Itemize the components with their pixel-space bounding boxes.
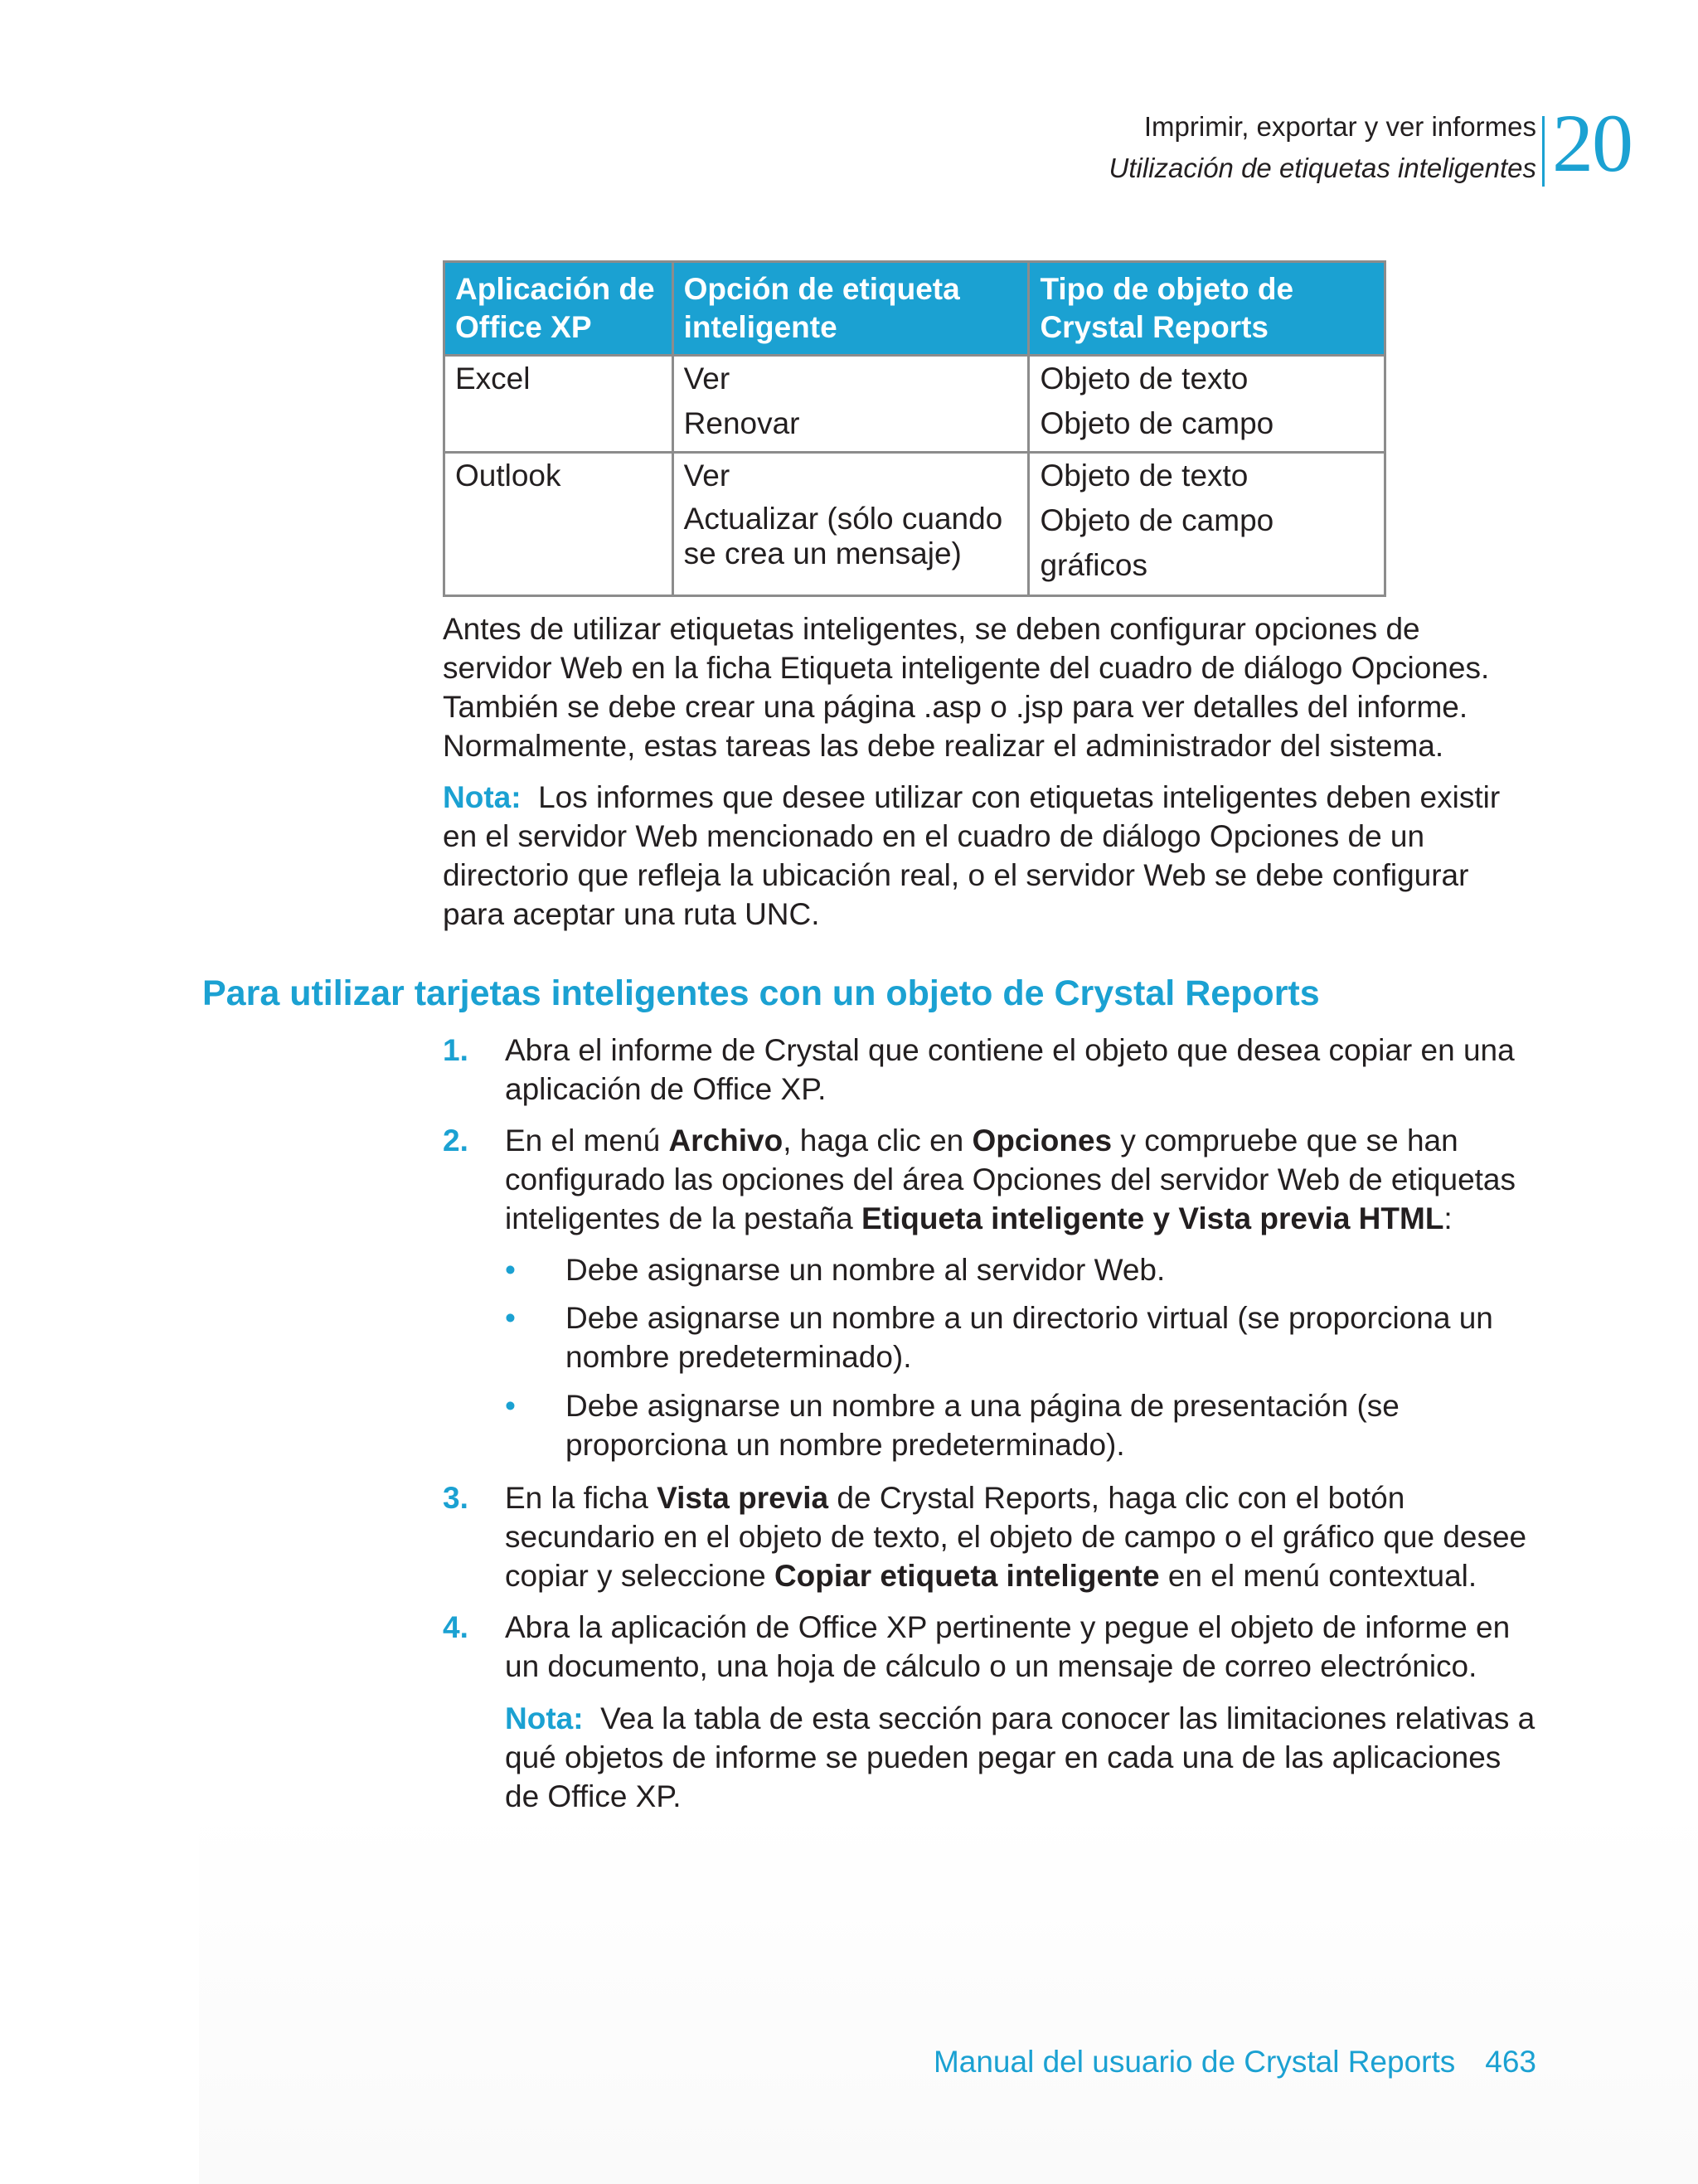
cell-text: gráficos <box>1040 548 1147 582</box>
table-cell-options <box>672 453 1029 596</box>
table-cell-object-types <box>1029 453 1385 596</box>
table-row <box>444 453 1385 596</box>
page-background <box>199 1808 1698 2184</box>
table-cell-options <box>672 356 1029 453</box>
bullet-item <box>505 1250 1537 1289</box>
column-header-object-type: Tipo de objeto de Crystal Reports <box>1029 262 1385 356</box>
note-label: Nota: <box>443 780 522 814</box>
manual-title: Manual del usuario de Crystal Reports <box>933 2045 1456 2079</box>
table-header-row <box>444 262 1385 356</box>
column-header-option: Opción de etiqueta inteligente <box>672 262 1029 356</box>
bullet-text: Debe asignarse un nombre a una página de presentación (se proporciona un nombre predeterminado). <box>565 1389 1400 1462</box>
intro-paragraph: Antes de utilizar etiquetas inteligentes, se deben configurar opciones de servidor Web en la ficha Etiqueta inteligente del cuadro de diálogo Opciones. También se debe crear una página .asp o .jsp para ver detalles del informe. Normalmente, estas tareas las debe realizar el administrador del sistema. <box>443 612 1490 763</box>
bullet-icon: • <box>505 1301 516 1335</box>
menu-item-opciones: Opciones <box>972 1124 1113 1158</box>
step-text: Abra la aplicación de Office XP pertinente y pegue el objeto de informe en un documento, una hoja de cálculo o un mensaje de correo electrónico. <box>505 1610 1511 1683</box>
bullet-item <box>505 1386 1537 1464</box>
cell-text: Objeto de campo <box>1040 406 1274 440</box>
cell-text: Objeto de texto <box>1040 362 1249 396</box>
note-paragraph <box>505 1699 1537 1816</box>
cell-text: Excel <box>455 362 531 396</box>
office-xp-table <box>443 260 1386 597</box>
step-1 <box>443 1031 1537 1109</box>
menu-name-archivo: Archivo <box>668 1124 784 1158</box>
table-cell-application <box>444 453 673 596</box>
cell-text: Actualizar (sólo cuando se crea un mensaje) <box>683 502 1003 570</box>
cell-text: Objeto de texto <box>1040 459 1249 493</box>
tab-name: Etiqueta inteligente y Vista previa HTML <box>861 1201 1444 1235</box>
note-text: Los informes que desee utilizar con etiquetas inteligentes deben existir en el servidor Web mencionado en el cuadro de diálogo Opciones de un directorio que refleja la ubicación real, o el servidor Web se debe configurar para aceptar una ruta UNC. <box>443 780 1501 931</box>
column-header-application: Aplicación de Office XP <box>444 262 673 356</box>
note-text: Vea la tabla de esta sección para conocer las limitaciones relativas a qué objetos de informe se pueden pegar en cada una de las aplicaciones de Office XP. <box>505 1701 1535 1813</box>
step-3 <box>443 1478 1537 1595</box>
note-paragraph <box>443 778 1537 934</box>
bullet-icon: • <box>505 1389 516 1423</box>
cell-text: Outlook <box>455 459 561 493</box>
menu-item-copiar-etiqueta: Copiar etiqueta inteligente <box>774 1559 1160 1593</box>
step-text-run: En el menú <box>505 1124 669 1158</box>
chapter-title: Imprimir, exportar y ver informes <box>1143 111 1536 142</box>
chapter-number: 20 <box>1552 97 1632 189</box>
bullet-text: Debe asignarse un nombre a un directorio virtual (se proporciona un nombre predeterminado). <box>565 1301 1493 1374</box>
running-header <box>1109 106 1536 189</box>
note-label: Nota: <box>505 1701 584 1735</box>
cell-text: Objeto de campo <box>1040 503 1274 537</box>
step-number: 4. <box>443 1610 468 1644</box>
bullet-text: Debe asignarse un nombre al servidor Web. <box>565 1253 1166 1287</box>
step-text-run: : <box>1443 1201 1453 1235</box>
step-2 <box>443 1121 1537 1238</box>
step-text: Abra el informe de Crystal que contiene el objeto que desea copiar en una aplicación de Office XP. <box>505 1033 1515 1106</box>
cell-text: Renovar <box>683 406 800 440</box>
step-text-run: en el menú contextual. <box>1159 1559 1477 1593</box>
cell-text: Ver <box>683 362 730 396</box>
step-4 <box>443 1608 1537 1686</box>
step-text-run: de Crystal Reports, haga clic con el botón secundario en el objeto de texto, el objeto de campo o el gráfico que desee copiar y seleccione <box>505 1481 1527 1593</box>
table-cell-application <box>444 356 673 453</box>
step-text-run: En la ficha <box>505 1481 657 1515</box>
step-text-run: y compruebe que se han configurado las opciones del área Opciones del servidor Web de etiquetas inteligentes de la pestaña <box>505 1124 1516 1235</box>
bullet-item <box>505 1298 1537 1376</box>
page-footer <box>934 2041 1536 2083</box>
step-number: 2. <box>443 1124 468 1158</box>
step-number: 1. <box>443 1033 468 1067</box>
procedure-heading: Para utilizar tarjetas inteligentes con un objeto de Crystal Reports <box>202 973 1320 1013</box>
tab-name-vista-previa: Vista previa <box>657 1481 829 1515</box>
page-number: 463 <box>1485 2045 1536 2079</box>
table-row <box>444 356 1385 453</box>
step-text-run: , haga clic en <box>783 1124 973 1158</box>
table-cell-object-types <box>1029 356 1385 453</box>
section-title: Utilización de etiquetas inteligentes <box>1109 153 1536 183</box>
step-text <box>505 1478 1537 1595</box>
step-text <box>505 1121 1537 1238</box>
cell-text: Ver <box>683 459 730 493</box>
bullet-icon: • <box>505 1253 516 1287</box>
chapter-divider <box>1542 116 1545 187</box>
step-number: 3. <box>443 1481 468 1515</box>
